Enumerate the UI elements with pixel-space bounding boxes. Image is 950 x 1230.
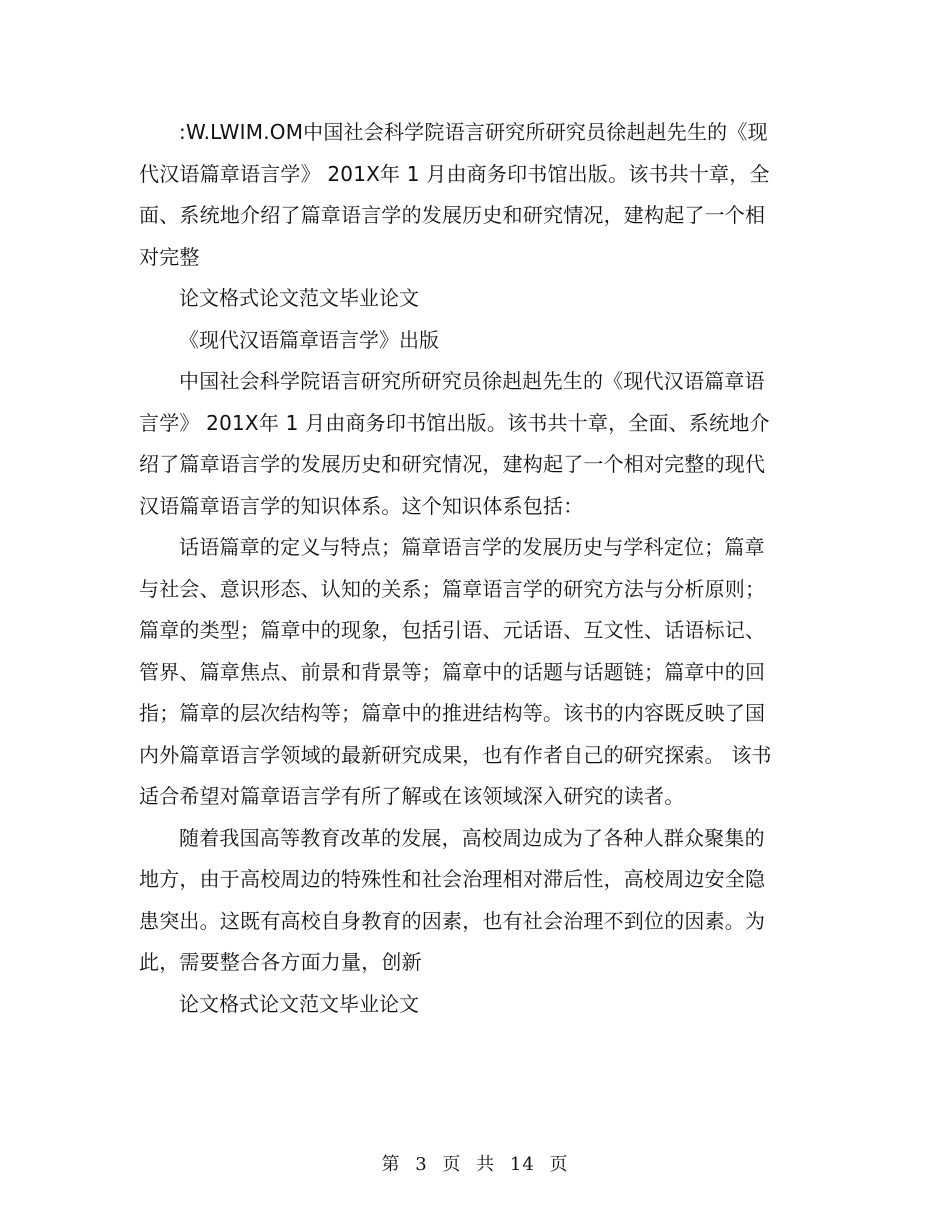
footer-total-pages: 14 [509,1154,535,1175]
paragraph-campus-safety: 随着我国高等教育改革的发展，高校周边成为了各种人群众聚集的地方，由于高校周边的特殊性和社会治理相对滞后性，高校周边安全隐患突出。这既有高校自身教育的因素，也有社会治理不到位的因素。为此，需要整合各方面力量，创新 [139,825,766,974]
footer-total-prefix: 共 [476,1154,496,1175]
footer-page-number: 3 [415,1154,428,1175]
footer-page-prefix: 第 [381,1154,401,1175]
paragraph-knowledge-system: 话语篇章的定义与特点；篇章语言学的发展历史与学科定位；篇章与社会、意识形态、认知的关系；篇章语言学的研究方法与分析原则；篇章的类型；篇章中的现象，包括引语、元话语、互文性、话语标记、管界、篇章焦点、前景和背景等；篇章中的话题与话题链；篇章中的回指；篇章的层次结构等；篇章中的推进结构等。该书的内容既反映了国内外篇章语言学领域的最新研究成果，也有作者自己的研究探索。 该书适合希望对篇章语言学有所了解或在该领域深入研究的读者。 [139,535,772,808]
heading-book-publication: 《现代汉语篇章语言学》出版 [179,327,439,352]
paragraph-book-summary: 中国社会科学院语言研究所研究员徐赳赳先生的《现代汉语篇章语言学》 201X年 1 月由商务印书馆出版。该书共十章，全面、系统地介绍了篇章语言学的发展历史和研究情况，建构起了一个相对完整的现代汉语篇章语言学的知识体系。这个知识体系包括： [139,369,770,518]
document-body [139,112,779,1025]
footer-total-unit: 页 [549,1154,569,1175]
page-footer [0,1150,950,1176]
heading-thesis-format: 论文格式论文范文毕业论文 [179,286,419,310]
paragraph-intro: :W.LWIM.OM中国社会科学院语言研究所研究员徐赳赳先生的《现代汉语篇章语言学》 201X年 1 月由商务印书馆出版。该书共十章，全面、系统地介绍了篇章语言学的发展历史和研究情况，建构起了一个相对完整 [139,120,770,269]
footer-page-unit: 页 [442,1154,462,1175]
heading-thesis-format-2: 论文格式论文范文毕业论文 [179,991,419,1016]
